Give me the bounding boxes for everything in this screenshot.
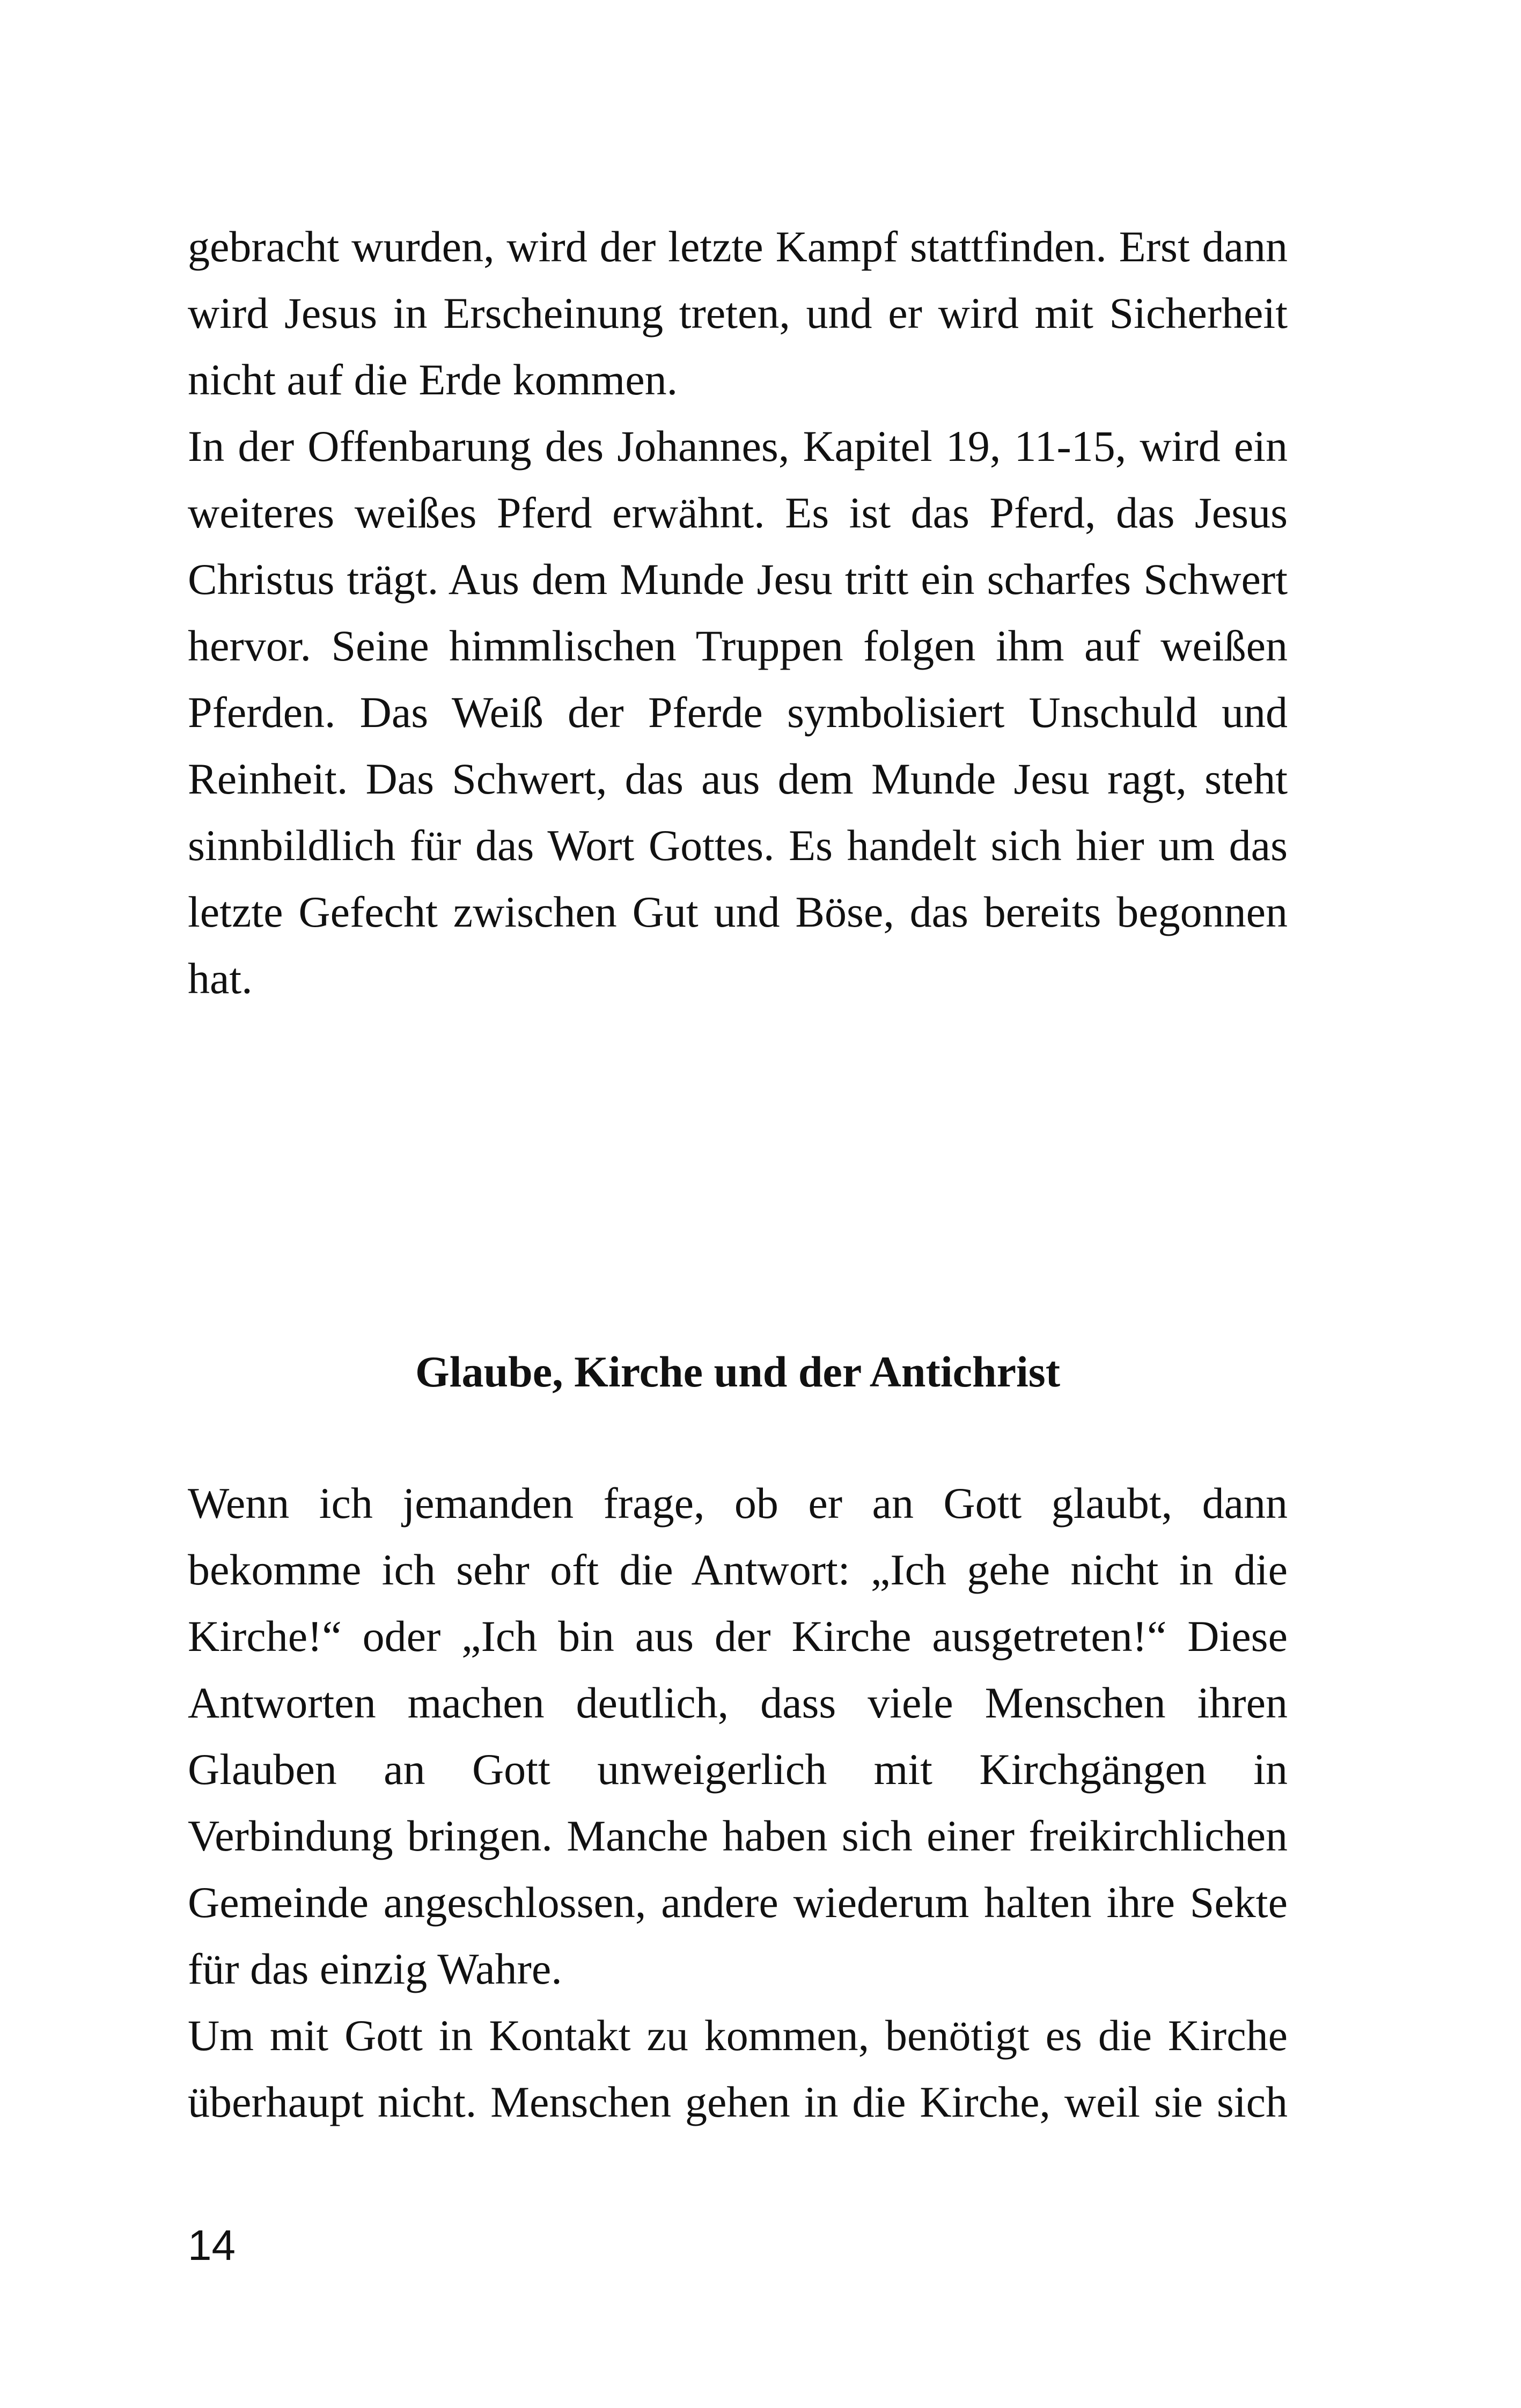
section-heading: Glaube, Kirche und der Antichrist <box>415 1347 1061 1396</box>
paragraph-continued: gebracht wurden, wird der letzte Kampf stattfinden. Erst dann wird Jesus in Erscheinung treten, und er wird mit Sicherheit nicht auf die Erde kommen. <box>188 222 1288 404</box>
paragraph-revelation: In der Offenbarung des Johannes, Kapitel 19, 11-15, wird ein weiteres weißes Pferd erwähnt. Es ist das Pferd, das Jesus Christus trägt. Aus dem Munde Jesu tritt ein scharfes Schwert hervor. Seine himmlischen Truppen folgen ihm auf weißen Pferden. Das Weiß der Pferde symbolisiert Unschuld und Reinheit. Das Schwert, das aus dem Munde Jesu ragt, steht sinnbildlich für das Wort Gottes. Es handelt sich hier um das letzte Gefecht zwischen Gut und Böse, das bereits begonnen hat. <box>188 422 1288 1003</box>
paragraph-faith-question: Wenn ich jemanden frage, ob er an Gott glaubt, dann bekomme ich sehr oft die Antwort: „Ich gehe nicht in die Kirche!“ oder „Ich bin aus der Kirche ausgetreten!“ Diese Antworten machen deutlich, dass viele Menschen ihren Glauben an Gott unweigerlich mit Kirchgängen in Verbindung bringen. Manche haben sich einer freikirchlichen Gemeinde angeschlossen, andere wiederum halten ihre Sekte für das einzig Wahre. <box>188 1479 1288 1993</box>
page-number: 14 <box>188 2221 236 2269</box>
text-block-section <box>188 1470 1288 2135</box>
text-block-continued <box>188 214 1288 1012</box>
paragraph-church-contact: Um mit Gott in Kontakt zu kommen, benötigt es die Kirche überhaupt nicht. Menschen gehen in die Kirche, weil sie sich <box>188 2011 1288 2126</box>
